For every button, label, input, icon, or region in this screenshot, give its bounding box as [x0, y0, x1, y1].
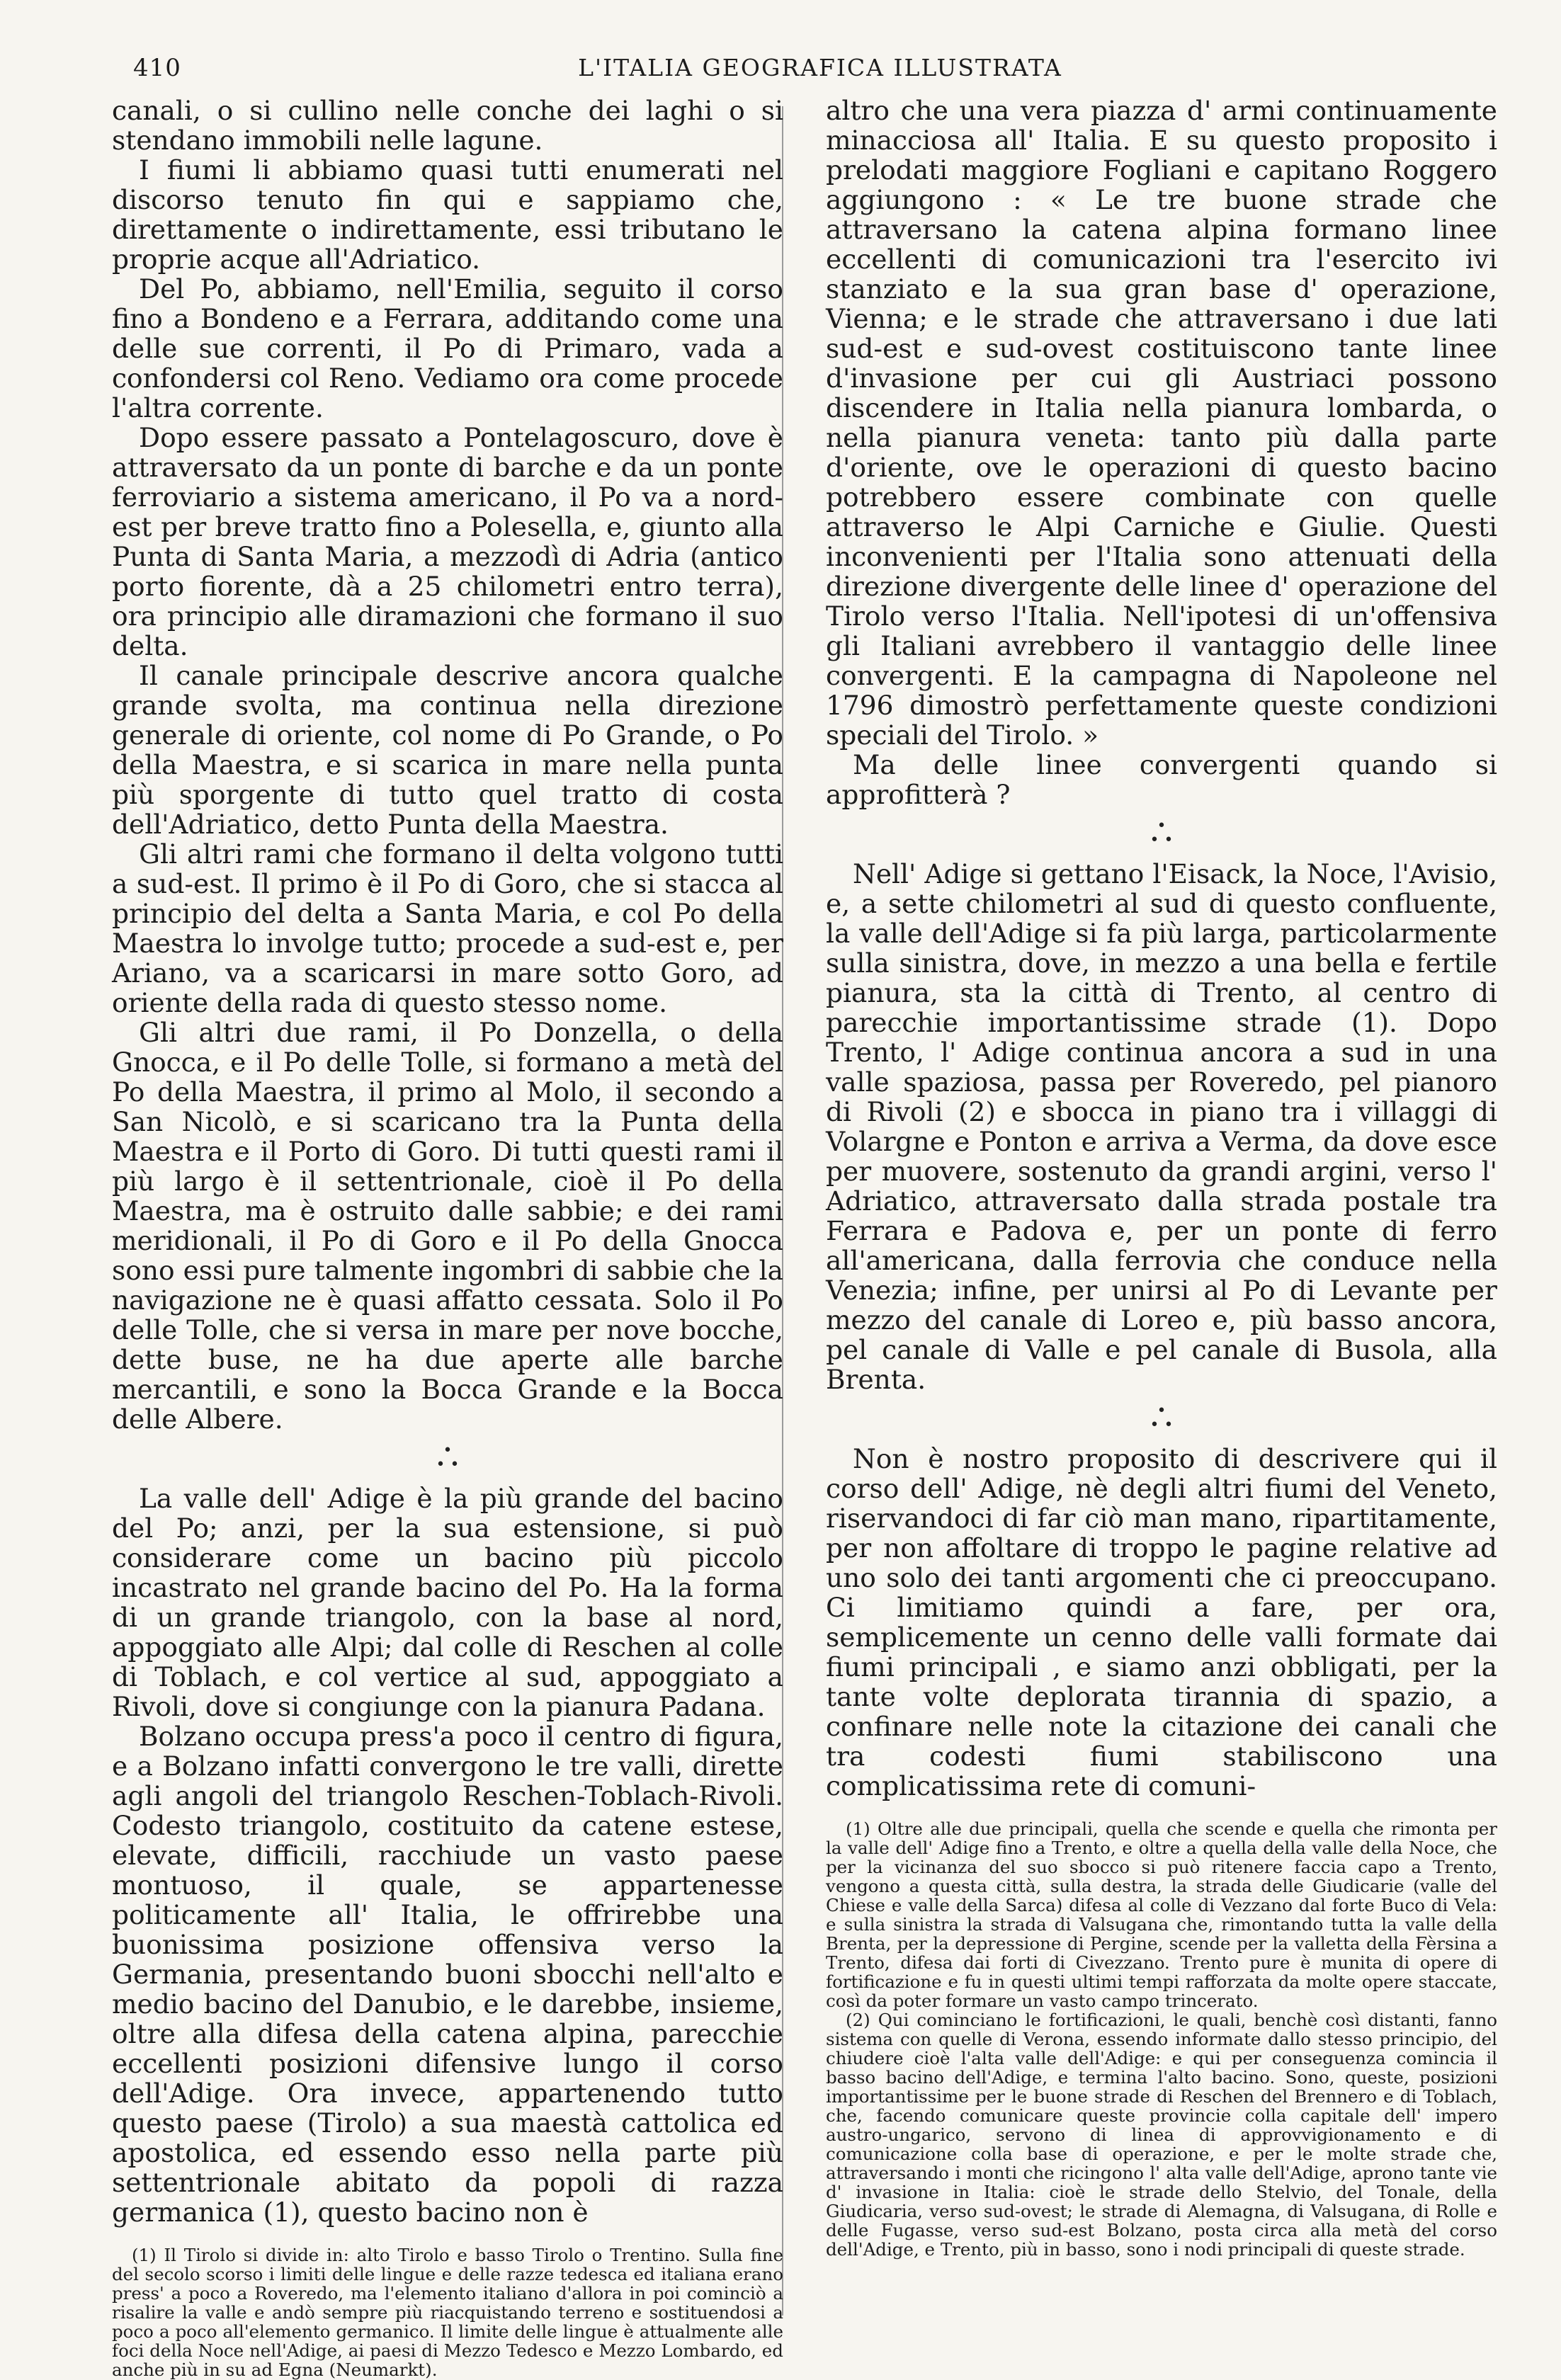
footnotes	[826, 1819, 1497, 2259]
paragraph: Ma delle linee convergenti quando si approfitterà ?	[826, 749, 1497, 810]
paragraph: altro che una vera piazza d' armi continuamente minacciosa all' Italia. E su questo proposito i prelodati maggiore Fogliani e capitano Roggero aggiungono : « Le tre buone strade che attraversano la catena alpina formano linee eccellenti di comunicazioni tra l'esercito ivi stanziato e la sua gran base d' operazione, Vienna; e le strade che attraversano i due lati sud-est e sud-ovest costituiscono tante linee d'invasione per cui gli Austriaci possono discendere in Italia nella pianura lombarda, o nella pianura veneta: tanto più dalla parte d'oriente, ove le operazioni di questo bacino potrebbero essere combinate con quelle attraverso le Alpi Carniche e Giulie. Questi inconvenienti per l'Italia sono attenuati della direzione divergente delle linee d' operazione del Tirolo verso l'Italia. Nell'ipotesi di un'offensiva gli Italiani avrebbero il vantaggio delle linee convergenti. E la campagna di Napoleone nel 1796 dimostrò perfettamente queste condizioni speciali del Tirolo. »	[826, 95, 1497, 751]
footnote: (2) Qui cominciano le fortificazioni, le quali, benchè così distanti, fanno sistema con quelle di Verona, essendo informate dallo stesso principio, del chiudere cioè l'alta valle dell'Adige: e qui per conseguenza comincia il basso bacino dell'Adige, e termina l'alto bacino. Sono, queste, posizioni importantissime per le buone strade di Reschen del Brennero e di Toblach, che, facendo comunicare queste provincie colla capitale dell' impero austro-ungarico, servono di linea di approvvigionamento e di comunicazione colla base di operazione, e per le molte strade che, attraversando i monti che ricingono l' alta valle dell'Adige, aprono tante vie d' invasione in Italia: cioè le strade dello Stelvio, del Tonale, della Giudicaria, verso sud-ovest; le strade di Alemagna, di Valsugana, di Rolle e delle Fugasse, verso sud-est Bolzano, posta circa alla metà del corso dell'Adige, e Trento, più in basso, sono i nodi principali di queste strade.	[826, 2010, 1497, 2260]
section-separator	[826, 1404, 1497, 1433]
footnote: (1) Il Tirolo si divide in: alto Tirolo e basso Tirolo o Trentino. Sulla fine del secolo scorso i limiti delle lingue e delle razze tedesca ed italiana erano press' a poco a Roveredo, ma l'elemento italiano d'allora in poi cominciò a risalire la valle e andò sempre più riacquistando terreno e sostituendosi a poco a poco all'elemento germanico. Il limite delle lingue è attualmente alle foci della Noce nell'Adige, ai paesi di Mezzo Tedesco e Mezzo Lombardo, ed anche più in su ad Egna (Neumarkt).	[112, 2245, 783, 2380]
paragraph: I fiumi li abbiamo quasi tutti enumerati nel discorso tenuto fin qui e sappiamo che, direttamente o indirettamente, essi tributano le proprie acque all'Adriatico.	[112, 154, 783, 275]
paragraph: Bolzano occupa press'a poco il centro di figura, e a Bolzano infatti convergono le tre valli, dirette agli angoli del triangolo Reschen-Toblach-Rivoli. Codesto triangolo, costituito da catene estese, elevate, difficili, racchiude un vasto paese montuoso, il quale, se appartenesse politicamente all' Italia, le offrirebbe una buonissima posizione offensiva verso la Germania, presentando buoni sbocchi nell'alto e medio bacino del Danubio, e le darebbe, insieme, oltre alla difesa della catena alpina, parecchie eccellenti posizioni difensive lungo il corso dell'Adige. Ora invece, appartenendo tutto questo paese (Tirolo) a sua maestà cattolica ed apostolica, ed essendo esso nella parte più settentrionale abitato da popoli di razza germanica (1), questo bacino non è	[112, 1721, 783, 2228]
paragraph: Gli altri rami che formano il delta volgono tutti a sud-est. Il primo è il Po di Goro, che si stacca al principio del delta a Santa Maria, e col Po della Maestra lo involge tutto; procede a sud-est e, per Ariano, va a scaricarsi in mare sotto Goro, ad oriente della rada di questo stesso nome.	[112, 838, 783, 1018]
asterism-dot-top: •	[443, 1442, 453, 1459]
right-column	[826, 96, 1497, 2259]
paragraph: Del Po, abbiamo, nell'Emilia, seguito il corso fino a Bondeno e a Ferrara, additando come una delle sue correnti, il Po di Primaro, vada a confondersi col Reno. Vediamo ora come procede l'altra corrente.	[112, 273, 783, 423]
section-separator	[112, 1444, 783, 1472]
page-header	[133, 50, 1507, 92]
asterism-dot-top: •	[1157, 1402, 1167, 1420]
running-title: L'ITALIA GEOGRAFICA ILLUSTRATA	[578, 54, 1062, 81]
footnotes	[112, 2245, 783, 2379]
asterism-dots-bottom: • •	[1150, 1416, 1174, 1434]
asterism-dots-bottom: • •	[1150, 831, 1174, 849]
asterism-dot-top: •	[1157, 817, 1167, 835]
footnote: (1) Oltre alle due principali, quella che scende e quella che rimonta per la valle dell' Adige fino a Trento, e oltre a quella della valle della Noce, che per la vicinanza del suo sbocco si può ritenere faccia capo a Trento, vengono a questa città, sulla destra, la strada delle Giudicarie (valle del Chiese e valle della Sarca) difesa al colle di Vezzano dal forte Buco di Vela: e sulla sinistra la strada di Valsugana che, rimontando tutta la valle della Brenta, per la depressione di Pergine, scende per la valletta della Fèrsina a Trento, difesa dai forti di Civezzano. Trento pure è munita di opere di fortificazione e fu in questi ultimi tempi rafforzata da molte opere staccate, così da poter formare un vasto campo trincerato.	[826, 1818, 1497, 2011]
page-number: 410	[133, 54, 181, 82]
section-separator	[826, 819, 1497, 848]
left-column	[112, 96, 783, 2379]
paragraph: Non è nostro proposito di descrivere qui il corso dell' Adige, nè degli altri fiumi del Veneto, riservandoci di far ciò man mano, ripartitamente, per non affoltare di troppo le pagine relative ad uno solo dei tanti argomenti che ci preoccupano. Ci limitiamo quindi a fare, per ora, semplicemente un cenno delle valli formate dai fiumi principali , e siamo anzi obbligati, per la tante volte deplorata tirannia di spazio, a confinare nelle note la citazione dei canali che tra codesti fiumi stabiliscono una complicatissima rete di comuni-	[826, 1443, 1497, 1801]
paragraph: Nell' Adige si gettano l'Eisack, la Noce, l'Avisio, e, a sette chilometri al sud di questo confluente, la valle dell'Adige si fa più larga, particolarmente sulla sinistra, dove, in mezzo a una bella e fertile pianura, sta la città di Trento, al centro di parecchie importantissime strade (1). Dopo Trento, l' Adige continua ancora a sud in una valle spaziosa, passa per Roveredo, pel pianoro di Rivoli (2) e sbocca in piano tra i villaggi di Volargne e Ponton e arriva a Verma, da dove esce per muovere, sostenuto da grandi argini, verso l' Adriatico, attraversato dalla strada postale tra Ferrara e Padova e, per un ponte di ferro all'americana, dalla ferrovia che conduce nella Venezia; infine, per unirsi al Po di Levante per mezzo del canale di Loreo e, più basso ancora, pel canale di Valle e pel canale di Busola, alla Brenta.	[826, 858, 1497, 1395]
paragraph: La valle dell' Adige è la più grande del bacino del Po; anzi, per la sua estensione, si può considerare come un bacino più piccolo incastrato nel grande bacino del Po. Ha la forma di un grande triangolo, con la base al nord, appoggiato alle Alpi; dal colle di Reschen al colle di Toblach, e col vertice al sud, appoggiato a Rivoli, dove si congiunge con la pianura Padana.	[112, 1483, 783, 1722]
paragraph: Il canale principale descrive ancora qualche grande svolta, ma continua nella direzione generale di oriente, col nome di Po Grande, o Po della Maestra, e si scarica in mare nella punta più sporgente di tutto quel tratto di costa dell'Adriatico, detto Punta della Maestra.	[112, 660, 783, 840]
asterism-dots-bottom: • •	[436, 1456, 460, 1474]
paragraph: canali, o si cullino nelle conche dei laghi o si stendano immobili nelle lagune.	[112, 95, 783, 156]
paragraph: Dopo essere passato a Pontelagoscuro, dove è attraversato da un ponte di barche e da un ponte ferroviario a sistema americano, il Po va a nord-est per breve tratto fino a Polesella, e, giunto alla Punta di Santa Maria, a mezzodì di Adria (antico porto fiorente, dà a 25 chilometri entro terra), ora principio alle diramazioni che formano il suo delta.	[112, 422, 783, 661]
paragraph: Gli altri due rami, il Po Donzella, o della Gnocca, e il Po delle Tolle, si formano a metà del Po della Maestra, il primo al Molo, il secondo a San Nicolò, e si scaricano tra la Punta della Maestra e il Porto di Goro. Di tutti questi rami il più largo è il settentrionale, cioè il Po della Maestra, ma è ostruito dalle sabbie; e dei rami meridionali, il Po di Goro e il Po della Gnocca sono essi pure talmente ingombri di sabbie che la navigazione ne è quasi affatto cessata. Solo il Po delle Tolle, che si versa in mare per nove bocche, dette buse, ne ha due aperte alle barche mercantili, e sono la Bocca Grande e la Bocca delle Albere.	[112, 1017, 783, 1435]
